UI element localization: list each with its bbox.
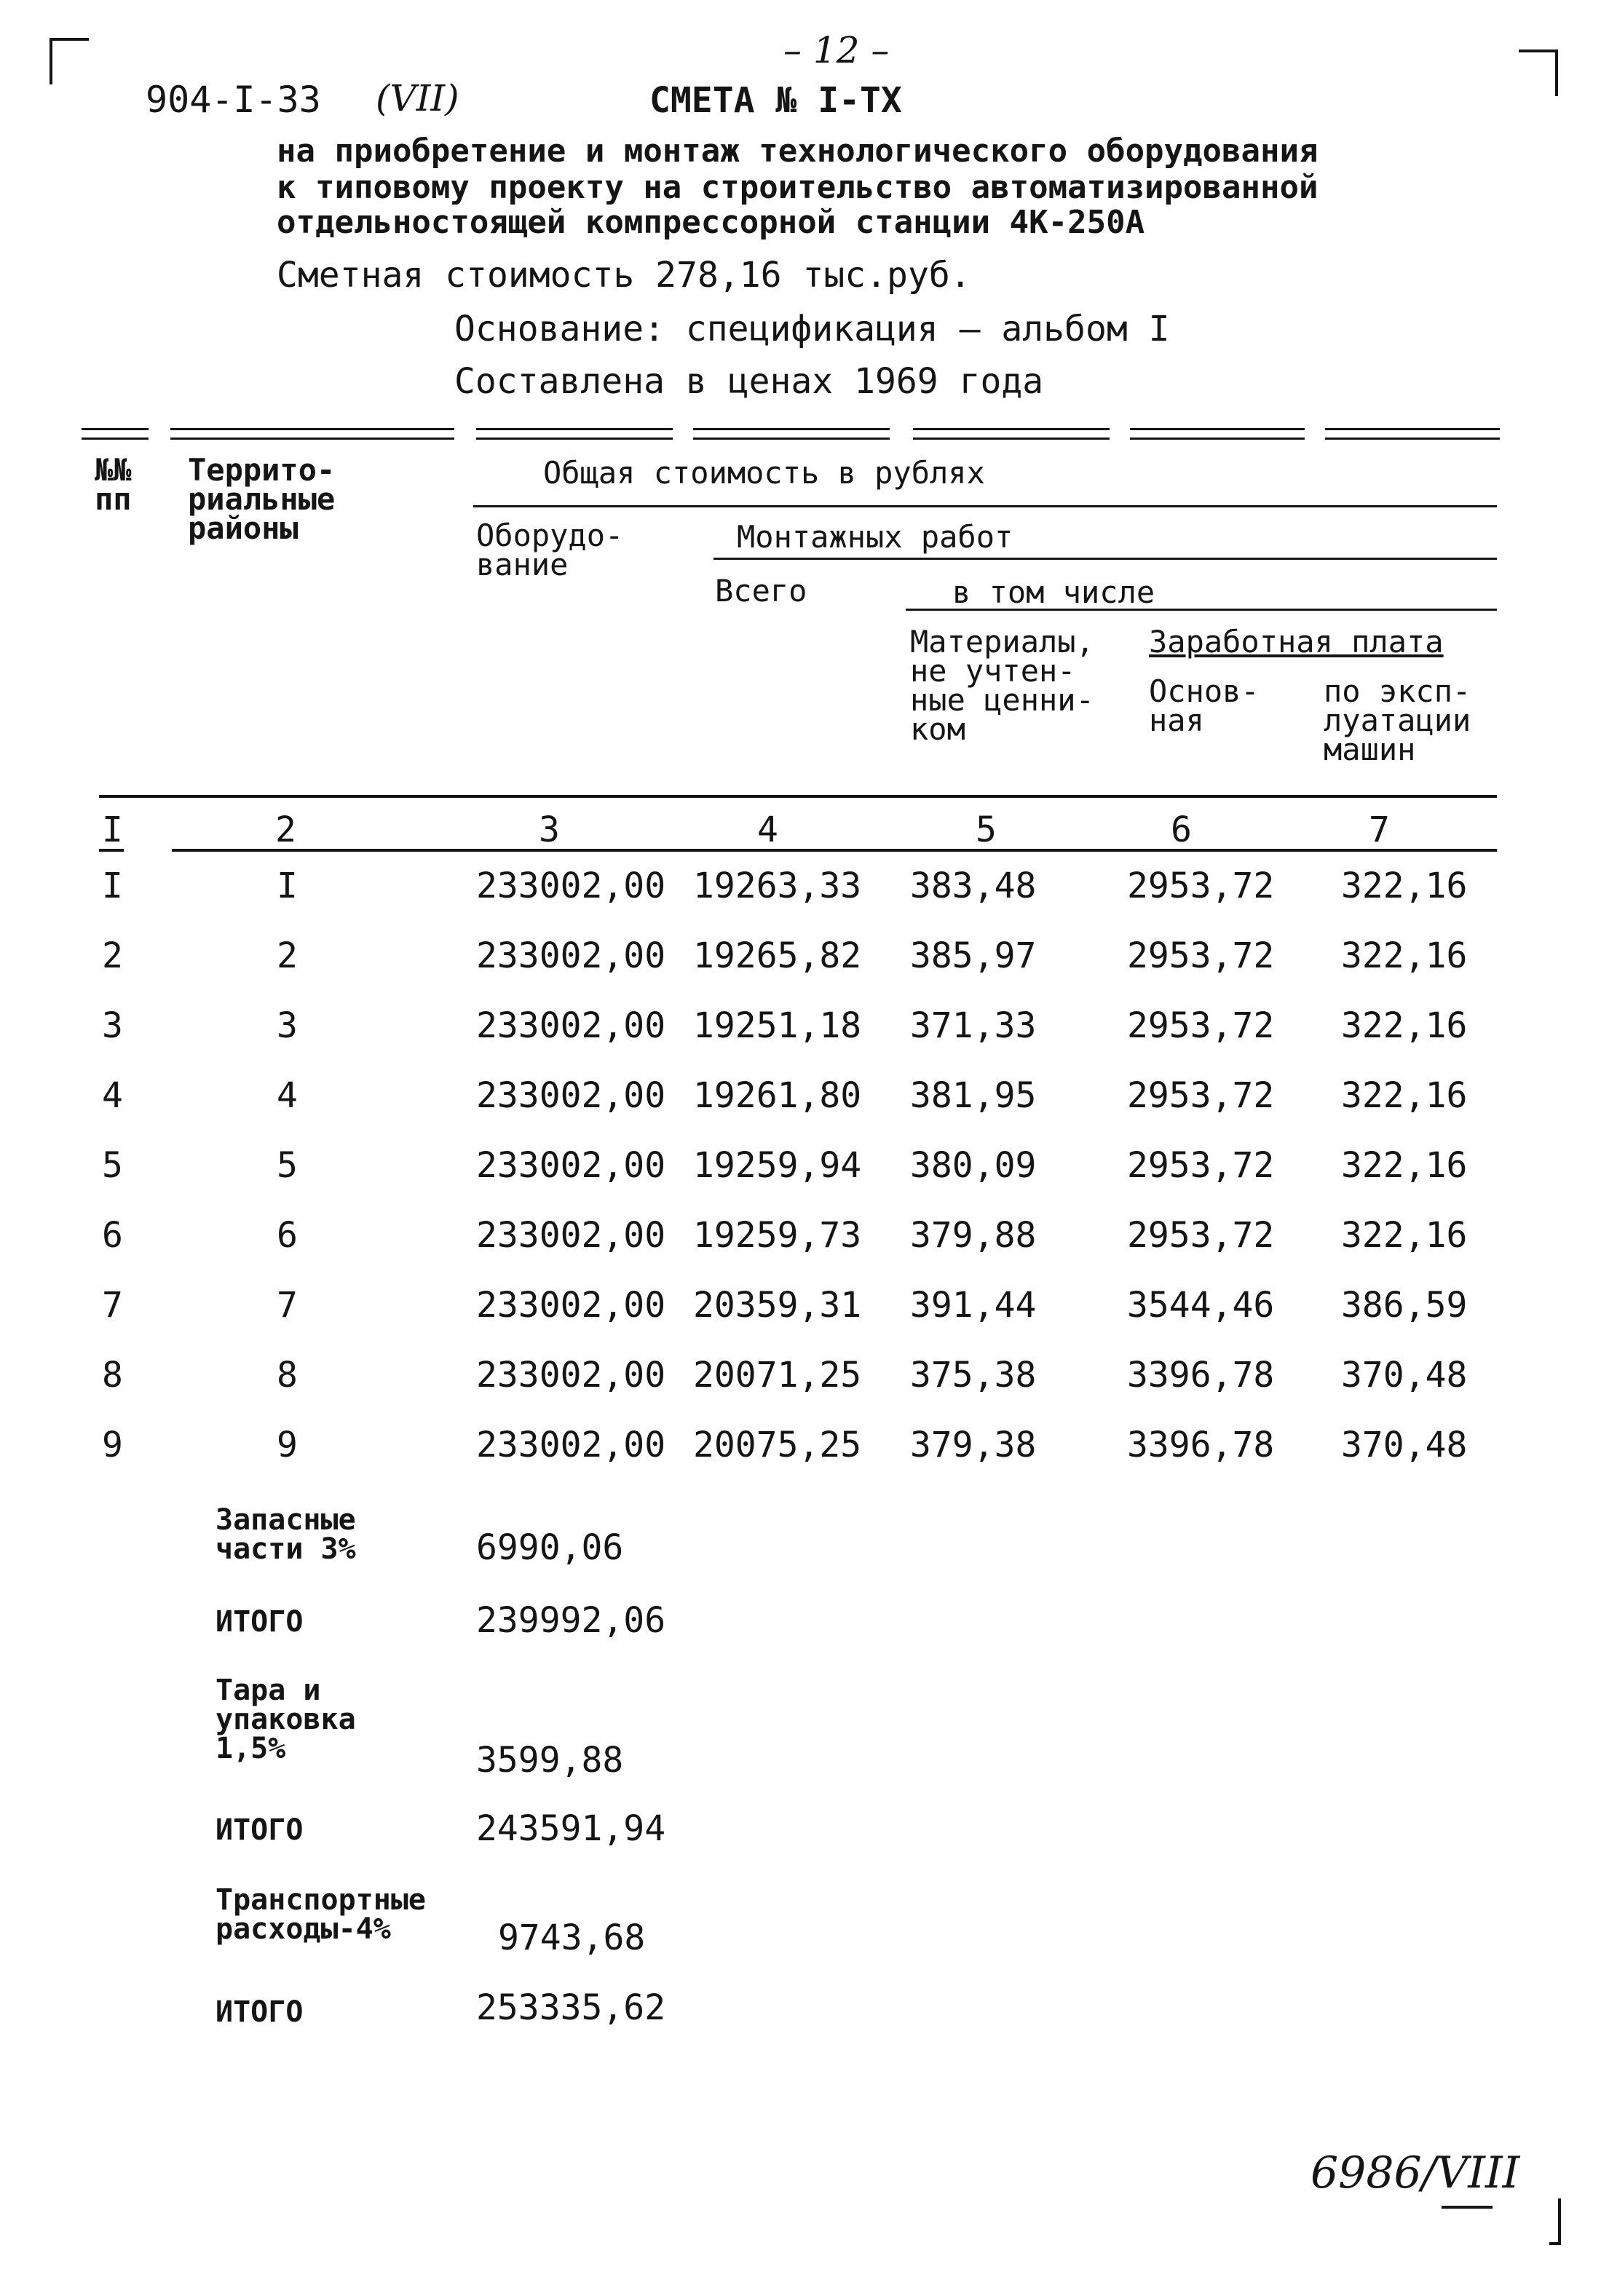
table-top-rule-3 xyxy=(476,428,673,440)
row-cell-materials: 371,33 xyxy=(910,1005,1037,1046)
row-cell-region: 8 xyxy=(277,1355,298,1396)
row-cell-wages-machines: 386,59 xyxy=(1341,1285,1468,1326)
row-cell-materials: 380,09 xyxy=(910,1145,1037,1186)
row-cell-num: 5 xyxy=(102,1145,123,1186)
row-cell-total: 20071,25 xyxy=(693,1355,862,1396)
table-top-rule-1 xyxy=(82,428,149,440)
table-top-rule-5 xyxy=(913,428,1110,440)
row-cell-wages-machines: 370,48 xyxy=(1341,1355,1468,1396)
row-cell-region: 7 xyxy=(277,1285,298,1326)
header-installation: Монтажных работ xyxy=(737,519,1013,555)
row-cell-total: 19263,33 xyxy=(693,866,862,906)
row-cell-wages-machines: 370,48 xyxy=(1341,1425,1468,1465)
row-cell-total: 20359,31 xyxy=(693,1285,862,1326)
header-regions: Террито- риальные районы xyxy=(188,452,336,546)
row-cell-total: 20075,25 xyxy=(693,1425,862,1465)
corner-mark-top-left xyxy=(50,38,89,84)
header-materials: Материалы, не учтен- ные ценни- ком xyxy=(910,624,1094,747)
summary-transport-value: 9743,68 xyxy=(498,1917,646,1958)
row-cell-wages-basic: 2953,72 xyxy=(1127,1215,1275,1256)
row-cell-wages-machines: 322,16 xyxy=(1341,1075,1468,1116)
row-cell-equipment: 233002,00 xyxy=(476,1425,666,1465)
page-number: – 12 – xyxy=(783,29,890,71)
row-cell-num: 8 xyxy=(102,1355,123,1396)
row-cell-equipment: 233002,00 xyxy=(476,1215,666,1256)
header-wages-basic: Основ- ная xyxy=(1149,673,1260,738)
header-rule-including xyxy=(906,609,1497,611)
row-cell-num: 4 xyxy=(102,1075,123,1116)
corner-mark-bottom-right xyxy=(1549,2198,1561,2245)
summary-subtotal-1-value: 239992,06 xyxy=(476,1600,666,1641)
summary-total-label: ИТОГО xyxy=(216,1995,304,2029)
table-top-rule-6 xyxy=(1130,428,1305,440)
row-cell-region: I xyxy=(277,866,298,906)
row-cell-wages-basic: 3544,46 xyxy=(1127,1285,1275,1326)
row-cell-num: 6 xyxy=(102,1215,123,1256)
table-top-rule-7 xyxy=(1325,428,1500,440)
row-cell-wages-basic: 2953,72 xyxy=(1127,1145,1275,1186)
row-cell-materials: 385,97 xyxy=(910,935,1037,976)
row-cell-materials: 383,48 xyxy=(910,866,1037,906)
row-cell-total: 19265,82 xyxy=(693,935,862,976)
row-cell-materials: 375,38 xyxy=(910,1355,1037,1396)
corner-mark-top-right xyxy=(1519,50,1558,96)
row-cell-num: 9 xyxy=(102,1425,123,1465)
column-number-underline-1 xyxy=(99,849,124,852)
row-cell-equipment: 233002,00 xyxy=(476,1355,666,1396)
summary-spare-parts-value: 6990,06 xyxy=(476,1527,624,1568)
doc-code-volume: (VII) xyxy=(376,77,459,119)
header-wages-machines: по эксп- луатации машин xyxy=(1324,673,1471,767)
row-cell-num: 2 xyxy=(102,935,123,976)
summary-subtotal-2-label: ИТОГО xyxy=(216,1813,304,1847)
header-rule-installation xyxy=(713,558,1497,560)
doc-code: 904-I-33 xyxy=(146,79,321,121)
row-cell-total: 19259,94 xyxy=(693,1145,862,1186)
row-cell-wages-basic: 2953,72 xyxy=(1127,866,1275,906)
summary-transport-label: Транспортные расходы-4% xyxy=(216,1883,426,1946)
row-cell-wages-basic: 3396,78 xyxy=(1127,1425,1275,1465)
row-cell-region: 4 xyxy=(277,1075,298,1116)
row-cell-equipment: 233002,00 xyxy=(476,866,666,906)
column-number-underline-rest xyxy=(172,849,1497,852)
summary-subtotal-1-label: ИТОГО xyxy=(216,1605,304,1639)
summary-spare-parts-label: Запасные части 3% xyxy=(216,1503,356,1566)
row-cell-wages-machines: 322,16 xyxy=(1341,866,1468,906)
basis: Основание: спецификация – альбом I xyxy=(454,309,1170,349)
row-cell-region: 6 xyxy=(277,1215,298,1256)
row-cell-wages-basic: 2953,72 xyxy=(1127,1075,1275,1116)
header-equipment: Оборудо- вание xyxy=(476,518,624,582)
price-basis: Составлена в ценах 1969 года xyxy=(454,361,1044,402)
column-number-2: 2 xyxy=(275,809,296,850)
header-wages: Заработная плата xyxy=(1149,624,1444,660)
table-top-rule-2 xyxy=(170,428,454,440)
row-cell-equipment: 233002,00 xyxy=(476,1075,666,1116)
row-cell-equipment: 233002,00 xyxy=(476,935,666,976)
row-cell-region: 5 xyxy=(277,1145,298,1186)
row-cell-num: I xyxy=(102,866,123,906)
row-cell-total: 19259,73 xyxy=(693,1215,862,1256)
column-number-4: 4 xyxy=(757,809,778,850)
row-cell-materials: 379,88 xyxy=(910,1215,1037,1256)
subtitle-line-3: отдельностоящей компрессорной станции 4К-250А xyxy=(277,204,1145,241)
row-cell-region: 2 xyxy=(277,935,298,976)
row-cell-region: 9 xyxy=(277,1425,298,1465)
footer-note: 6986/VIII xyxy=(1310,2147,1520,2198)
row-cell-materials: 381,95 xyxy=(910,1075,1037,1116)
row-cell-materials: 391,44 xyxy=(910,1285,1037,1326)
row-cell-wages-machines: 322,16 xyxy=(1341,1215,1468,1256)
column-number-7: 7 xyxy=(1369,809,1390,850)
summary-packaging-label: Тара и упаковка 1,5% xyxy=(216,1674,356,1765)
header-bottom-rule xyxy=(99,795,1497,798)
subtitle-line-1: на приобретение и монтаж технологического оборудования xyxy=(277,132,1319,170)
row-cell-total: 19251,18 xyxy=(693,1005,862,1046)
table-top-rule-4 xyxy=(693,428,890,440)
row-cell-wages-machines: 322,16 xyxy=(1341,1005,1468,1046)
column-number-3: 3 xyxy=(539,809,560,850)
header-num: №№ пп xyxy=(95,452,132,517)
row-cell-wages-machines: 322,16 xyxy=(1341,935,1468,976)
summary-subtotal-2-value: 243591,94 xyxy=(476,1808,666,1849)
header-including: в том числе xyxy=(952,574,1155,610)
subtitle-line-2: к типовому проекту на строительство автоматизированной xyxy=(277,169,1319,206)
row-cell-equipment: 233002,00 xyxy=(476,1145,666,1186)
row-cell-num: 3 xyxy=(102,1005,123,1046)
row-cell-num: 7 xyxy=(102,1285,123,1326)
column-number-1: I xyxy=(102,809,123,850)
row-cell-materials: 379,38 xyxy=(910,1425,1037,1465)
row-cell-wages-machines: 322,16 xyxy=(1341,1145,1468,1186)
column-number-5: 5 xyxy=(976,809,997,850)
header-total-cost: Общая стоимость в рублях xyxy=(543,455,985,491)
row-cell-equipment: 233002,00 xyxy=(476,1005,666,1046)
header-rule-total-cost xyxy=(473,505,1497,507)
row-cell-equipment: 233002,00 xyxy=(476,1285,666,1326)
column-number-6: 6 xyxy=(1171,809,1192,850)
summary-total-value: 253335,62 xyxy=(476,1987,666,2028)
estimated-cost: Сметная стоимость 278,16 тыс.руб. xyxy=(277,255,971,296)
footer-note-underline xyxy=(1442,2206,1493,2209)
row-cell-total: 19261,80 xyxy=(693,1075,862,1116)
header-total: Всего xyxy=(715,573,807,609)
summary-packaging-value: 3599,88 xyxy=(476,1740,624,1781)
document-title: СМЕТА № I-ТХ xyxy=(649,80,902,121)
row-cell-region: 3 xyxy=(277,1005,298,1046)
row-cell-wages-basic: 3396,78 xyxy=(1127,1355,1275,1396)
row-cell-wages-basic: 2953,72 xyxy=(1127,1005,1275,1046)
row-cell-wages-basic: 2953,72 xyxy=(1127,935,1275,976)
